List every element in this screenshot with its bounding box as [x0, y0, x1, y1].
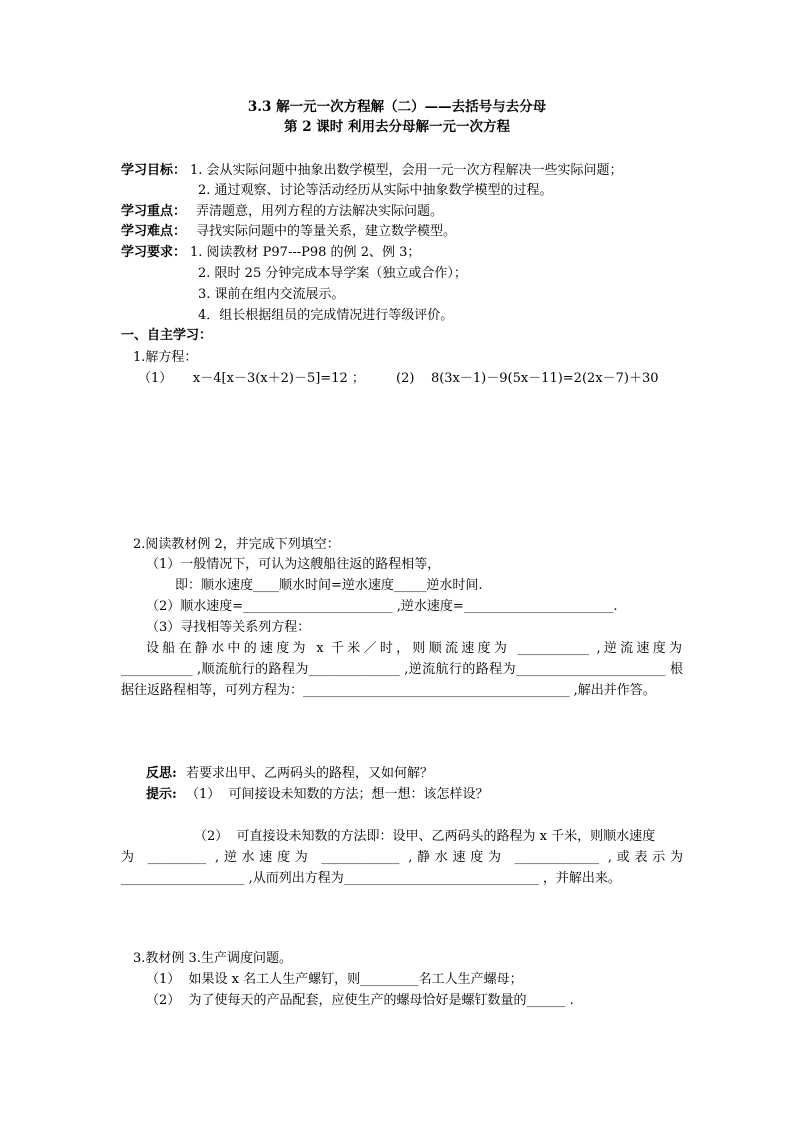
q2-label: 2.阅读教材例 2，并完成下列填空： [133, 537, 340, 552]
section-1-heading: 一、自主学习： [121, 328, 213, 343]
reflect-label: 反思: [146, 766, 177, 781]
q3-part-2: （2） 为了使每天的产品配套，应使生产的螺母恰好是螺钉数量的______ . [146, 993, 574, 1008]
hint-2-line-c: ___________________ ,从而列出方程为______________________________ ，并解出来。 [121, 871, 621, 886]
q2-part-1: （1）一般情况下，可认为这艘船往返的路程相等， [146, 557, 441, 572]
requirements-item-2: 2. 限时 25 分钟完成本导学案（独立或合作）； [198, 266, 467, 281]
requirements-item-1: 1. 阅读教材 P97---P98 的例 2、例 3； [190, 245, 421, 260]
difficulty-text: 寻找实际问题中的等量关系，建立数学模型。 [196, 224, 457, 239]
q2-part-3-line-c: 据往返路程相等，可列方程为：_________________________________________ ,解出并作答。 [121, 683, 656, 698]
difficulty-label: 学习难点： [121, 224, 187, 239]
goals-item-2: 2. 通过观察、讨论等活动经历从实际中抽象数学模型的过程。 [198, 183, 553, 198]
requirements-label: 学习要求： [121, 245, 187, 260]
q1-label: 1.解方程： [133, 350, 198, 365]
reflect-text: 若要求出甲、乙两码头的路程，又如何解？ [186, 766, 434, 781]
q2-part-1-relation: 即：顺水速度____顺水时间=逆水速度_____逆水时间. [175, 578, 483, 593]
goals-item-1: 1. 会从实际问题中抽象出数学模型，会用一元一次方程解决一些实际问题； [190, 163, 623, 178]
q2-part-3: （3）寻找相等关系列方程： [146, 620, 311, 635]
hint-1: （1） 可间接设未知数的方法；想一想：该怎样设？ [186, 787, 489, 802]
doc-title: 3.3 解一元一次方程解（二）——去括号与去分母 [247, 99, 547, 115]
q3-part-1: （1） 如果设 x 名工人生产螺钉，则_________名工人生产螺母； [146, 972, 523, 987]
hint-2-line-a: （2） 可直接设未知数的方法即：设甲、乙两码头的路程为 x 千米，则顺水速度 [194, 829, 656, 844]
doc-subtitle: 第 2 课时 利用去分母解一元一次方程 [284, 119, 510, 135]
q2-part-3-line-a: 设船在静水中的速度为 x 千米／时，则顺流速度为 ___________ ,逆流速度为 [146, 641, 682, 656]
q3-label: 3.教材例 3.生产调度问题。 [133, 951, 292, 966]
key-point-text: 弄清题意，用列方程的方法解决实际问题。 [196, 204, 444, 219]
goals-label: 学习目标： [121, 163, 187, 178]
q1-equation-1: （1） x－4[x－3(x＋2)－5]=12 ； [138, 371, 365, 386]
hint-label: 提示: [146, 787, 177, 802]
requirements-item-4: 4．组长根据组员的完成情况进行等级评价。 [198, 308, 454, 323]
requirements-item-3: 3. 课前在组内交流展示。 [198, 287, 345, 302]
q1-equation-2: (2) 8(3x－1)－9(5x－11)=2(2x－7)＋30 [396, 371, 659, 386]
q2-part-2: （2）顺水速度=_______________________ ,逆水速度=_______________________. [146, 599, 618, 614]
key-point-label: 学习重点： [121, 204, 187, 219]
q2-part-3-line-b: ___________ ,顺流航行的路程为______________ ,逆流航行的路程为_______________________ 根 [121, 662, 683, 677]
hint-2-line-b: 为 _________ ,逆水速度为 ____________ ,静水速度为 _____________ ,或表示为 [121, 850, 683, 865]
